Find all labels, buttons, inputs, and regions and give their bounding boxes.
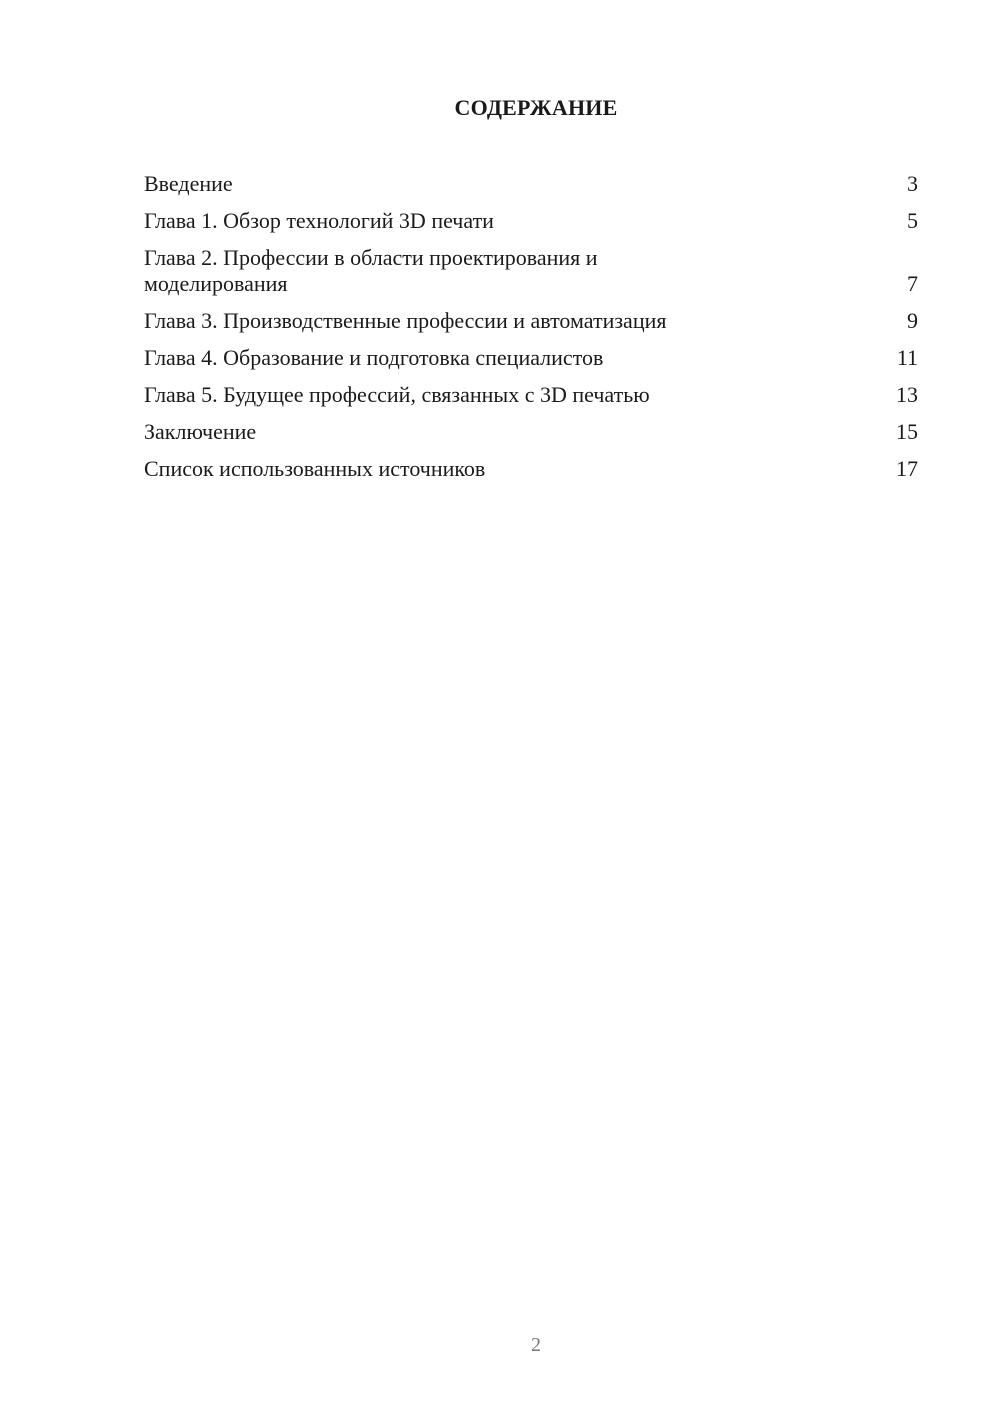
- toc-entry-introduction[interactable]: [144, 171, 918, 197]
- toc-entry-chapter-3[interactable]: [144, 308, 918, 334]
- toc-entry-label: Глава 5. Будущее профессий, связанных с 3D печатью: [144, 382, 650, 407]
- page-footer-number: 2: [531, 1334, 541, 1356]
- toc-entry-label: Список использованных источников: [144, 456, 486, 481]
- toc-entry-chapter-1[interactable]: [144, 208, 918, 234]
- table-of-contents: [144, 171, 918, 493]
- toc-entry-chapter-2[interactable]: [144, 245, 918, 297]
- toc-entry-page-number: 15: [896, 419, 918, 444]
- toc-entry-label: Введение: [144, 171, 233, 196]
- toc-entry-conclusion[interactable]: [144, 419, 918, 445]
- toc-entry-chapter-4[interactable]: [144, 345, 918, 371]
- toc-entry-page-number: 3: [907, 171, 918, 196]
- toc-entry-page-number: 7: [907, 271, 918, 296]
- toc-entry-label: Глава 1. Обзор технологий 3D печати: [144, 208, 494, 233]
- toc-entry-page-number: 13: [896, 382, 918, 407]
- toc-entry-page-number: 11: [896, 345, 918, 370]
- toc-entry-label: Глава 2. Профессии в области проектирования и моделирования: [144, 245, 598, 296]
- toc-entry-label: Заключение: [144, 419, 257, 444]
- toc-entry-chapter-5[interactable]: [144, 382, 918, 408]
- toc-entry-page-number: 9: [907, 308, 918, 333]
- toc-title: СОДЕРЖАНИЕ: [454, 95, 618, 120]
- toc-entry-page-number: 17: [896, 456, 918, 481]
- toc-entry-references[interactable]: [144, 456, 918, 482]
- toc-entry-label: Глава 4. Образование и подготовка специалистов: [144, 345, 604, 370]
- toc-entry-label: Глава 3. Производственные профессии и автоматизация: [144, 308, 667, 333]
- toc-entry-page-number: 5: [907, 208, 918, 233]
